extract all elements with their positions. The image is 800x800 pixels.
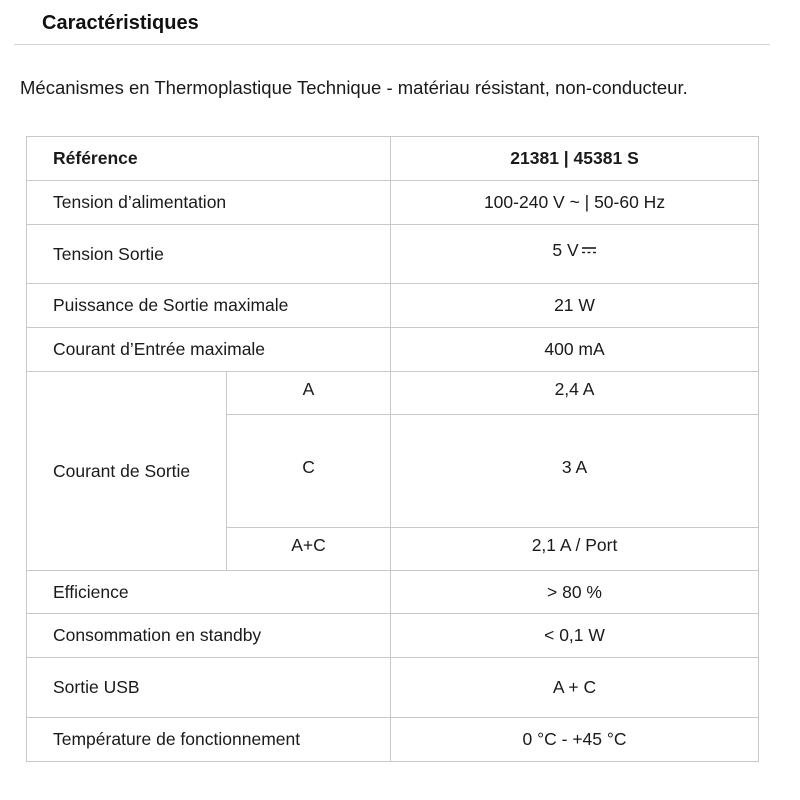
table-row: [27, 658, 759, 718]
port-c-label: C: [302, 456, 315, 477]
port-ac-value-cell: [391, 528, 759, 571]
max-input-current-label: Courant d’Entrée maximale: [27, 328, 391, 372]
supply-voltage-label: Tension d’alimentation: [27, 181, 391, 225]
reference-value: 21381 | 45381 S: [391, 137, 759, 181]
port-c-value-cell: [391, 415, 759, 528]
port-ac-label: A+C: [291, 534, 326, 555]
port-a-value-cell: [391, 372, 759, 415]
supply-voltage-value: 100-240 V ~ | 50-60 Hz: [391, 181, 759, 225]
table-header-row: [27, 137, 759, 181]
max-output-power-label: Puissance de Sortie maximale: [27, 284, 391, 328]
table-row: [27, 372, 759, 415]
section-divider: [14, 44, 770, 45]
port-ac-label-cell: [227, 528, 391, 571]
operating-temperature-label: Température de fonctionnement: [27, 718, 391, 762]
output-voltage-value: 5 V: [552, 239, 579, 260]
operating-temperature-value: 0 °C - +45 °C: [391, 718, 759, 762]
port-a-label-cell: [227, 372, 391, 415]
port-ac-value: 2,1 A / Port: [531, 534, 618, 555]
dc-current-icon: [581, 246, 597, 254]
reference-label: Référence: [27, 137, 391, 181]
port-c-label-cell: [227, 415, 391, 528]
usb-output-value: A + C: [391, 658, 759, 718]
efficiency-label: Efficience: [27, 571, 391, 614]
standby-consumption-value: < 0,1 W: [391, 614, 759, 658]
standby-consumption-label: Consommation en standby: [27, 614, 391, 658]
output-voltage-cell: [391, 225, 759, 284]
table-row: [27, 225, 759, 284]
port-a-label: A: [302, 378, 315, 399]
output-current-label: Courant de Sortie: [27, 372, 227, 571]
table-row: [27, 614, 759, 658]
efficiency-value: > 80 %: [391, 571, 759, 614]
usb-output-label: Sortie USB: [27, 658, 391, 718]
specifications-table: [26, 136, 759, 762]
section-intro: Mécanismes en Thermoplastique Technique - matériau résistant, non-conducteur.: [20, 77, 688, 98]
table-row: [27, 571, 759, 614]
section-title: Caractéristiques: [42, 12, 199, 34]
port-c-value: 3 A: [561, 456, 588, 477]
port-a-value: 2,4 A: [554, 378, 595, 399]
table-row: [27, 181, 759, 225]
max-output-power-value: 21 W: [391, 284, 759, 328]
table-row: [27, 328, 759, 372]
table-row: [27, 718, 759, 762]
output-voltage-label: Tension Sortie: [27, 225, 391, 284]
max-input-current-value: 400 mA: [391, 328, 759, 372]
table-row: [27, 284, 759, 328]
